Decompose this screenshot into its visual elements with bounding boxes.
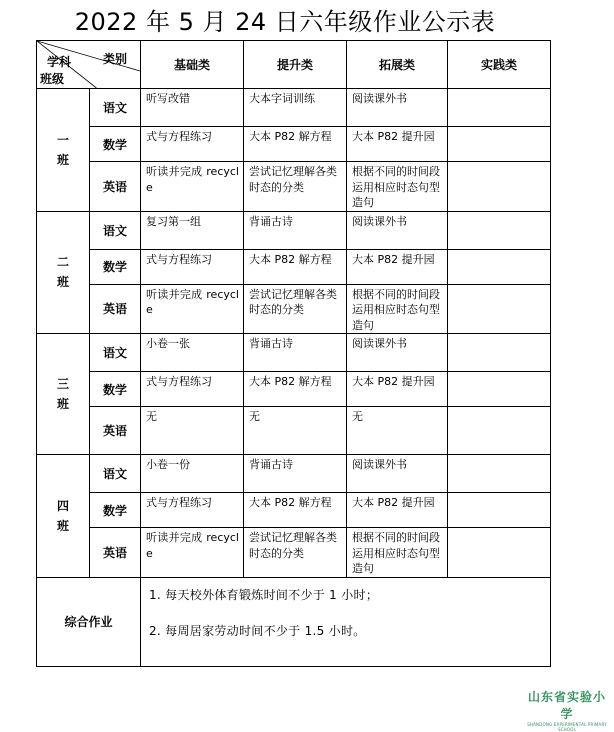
- basic-cell: 无: [141, 407, 244, 455]
- corner-category-label: 类别: [103, 52, 128, 66]
- class-name-cell: [37, 211, 90, 334]
- basic-cell: 听读并完成 recycle: [141, 528, 244, 578]
- class-name-label: 一班: [56, 132, 69, 167]
- practice-cell: [448, 211, 551, 249]
- subject-cell: 数学: [90, 127, 141, 162]
- extended-cell: 阅读课外书: [347, 334, 448, 372]
- advanced-cell: 无: [244, 407, 347, 455]
- subject-cell: 英语: [90, 162, 141, 212]
- table-row: [37, 127, 551, 162]
- basic-cell: 听读并完成 recycle: [141, 162, 244, 212]
- subject-cell: 英语: [90, 284, 141, 334]
- extended-cell: 阅读课外书: [347, 89, 448, 127]
- extended-cell: 根据不同的时间段运用相应时态句型造句: [347, 284, 448, 334]
- subject-cell: 英语: [90, 407, 141, 455]
- school-seal: [522, 688, 612, 732]
- column-header-practice: 实践类: [448, 41, 551, 89]
- subject-cell: 数学: [90, 372, 141, 407]
- page-title: 2022 年 5 月 24 日六年级作业公示表: [74, 8, 496, 36]
- corner-class-label: 班级: [40, 72, 65, 86]
- extended-cell: 根据不同的时间段运用相应时态句型造句: [347, 528, 448, 578]
- subject-cell: 语文: [90, 455, 141, 493]
- table-row: [37, 407, 551, 455]
- advanced-cell: 大本 P82 解方程: [244, 493, 347, 528]
- basic-cell: 式与方程练习: [141, 127, 244, 162]
- basic-cell: 听读并完成 recycle: [141, 284, 244, 334]
- advanced-cell: 背诵古诗: [244, 334, 347, 372]
- table-row: [37, 211, 551, 249]
- practice-cell: [448, 372, 551, 407]
- practice-cell: [448, 407, 551, 455]
- table-row: [37, 528, 551, 578]
- practice-cell: [448, 455, 551, 493]
- practice-cell: [448, 127, 551, 162]
- column-header-basic: 基础类: [141, 41, 244, 89]
- basic-cell: 小卷一张: [141, 334, 244, 372]
- extended-cell: 根据不同的时间段运用相应时态句型造句: [347, 162, 448, 212]
- table-row: [37, 284, 551, 334]
- table-row: [37, 162, 551, 212]
- practice-cell: [448, 284, 551, 334]
- corner-subject-label: 学科: [47, 55, 72, 69]
- advanced-cell: 背诵古诗: [244, 455, 347, 493]
- advanced-cell: 尝试记忆理解各类时态的分类: [244, 528, 347, 578]
- subject-cell: 英语: [90, 528, 141, 578]
- table-row: [37, 89, 551, 127]
- class-name-label: 三班: [56, 377, 69, 411]
- corner-header-cell: [37, 41, 141, 89]
- class-name-cell: [37, 334, 90, 455]
- class-name-label: 四班: [56, 498, 69, 533]
- practice-cell: [448, 249, 551, 284]
- practice-cell: [448, 162, 551, 212]
- class-name-cell: [37, 89, 90, 212]
- practice-cell: [448, 528, 551, 578]
- basic-cell: 复习第一组: [141, 211, 244, 249]
- advanced-cell: 背诵古诗: [244, 211, 347, 249]
- extended-cell: 大本 P82 提升园: [347, 127, 448, 162]
- extended-cell: 大本 P82 提升园: [347, 249, 448, 284]
- school-seal-name: 山东省实验小学: [527, 690, 606, 721]
- advanced-cell: 大本 P82 解方程: [244, 372, 347, 407]
- comprehensive-label: 综合作业: [37, 577, 141, 666]
- extended-cell: 无: [347, 407, 448, 455]
- subject-cell: 语文: [90, 211, 141, 249]
- comprehensive-note: 1. 每天校外体育锻炼时间不少于 1 小时；: [149, 587, 379, 602]
- basic-cell: 式与方程练习: [141, 249, 244, 284]
- advanced-cell: 大本 P82 解方程: [244, 249, 347, 284]
- basic-cell: 式与方程练习: [141, 493, 244, 528]
- table-row: [37, 455, 551, 493]
- practice-cell: [448, 89, 551, 127]
- comprehensive-row: [37, 577, 551, 666]
- extended-cell: 大本 P82 提升园: [347, 493, 448, 528]
- practice-cell: [448, 493, 551, 528]
- table-row: [37, 372, 551, 407]
- extended-cell: 大本 P82 提升园: [347, 372, 448, 407]
- table-row: [37, 249, 551, 284]
- subject-cell: 语文: [90, 334, 141, 372]
- column-header-advanced: 提升类: [244, 41, 347, 89]
- school-seal-english: SHANDONG EXPERIMENTAL PRIMARY SCHOOL: [527, 722, 607, 732]
- subject-cell: 语文: [90, 89, 141, 127]
- subject-cell: 数学: [90, 493, 141, 528]
- advanced-cell: 大本字词训练: [244, 89, 347, 127]
- advanced-cell: 尝试记忆理解各类时态的分类: [244, 284, 347, 334]
- table-row: [37, 493, 551, 528]
- basic-cell: 听写改错: [141, 89, 244, 127]
- table-row: [37, 334, 551, 372]
- advanced-cell: 尝试记忆理解各类时态的分类: [244, 162, 347, 212]
- advanced-cell: 大本 P82 解方程: [244, 127, 347, 162]
- practice-cell: [448, 334, 551, 372]
- homework-table: [36, 40, 551, 667]
- extended-cell: 阅读课外书: [347, 211, 448, 249]
- basic-cell: 小卷一份: [141, 455, 244, 493]
- column-header-extended: 拓展类: [347, 41, 448, 89]
- basic-cell: 式与方程练习: [141, 372, 244, 407]
- class-name-label: 二班: [56, 255, 69, 290]
- comprehensive-note: 2. 每周居家劳动时间不少于 1.5 小时。: [149, 623, 366, 638]
- comprehensive-notes: [141, 577, 551, 666]
- class-name-cell: [37, 455, 90, 578]
- extended-cell: 阅读课外书: [347, 455, 448, 493]
- subject-cell: 数学: [90, 249, 141, 284]
- header-row: [37, 41, 551, 89]
